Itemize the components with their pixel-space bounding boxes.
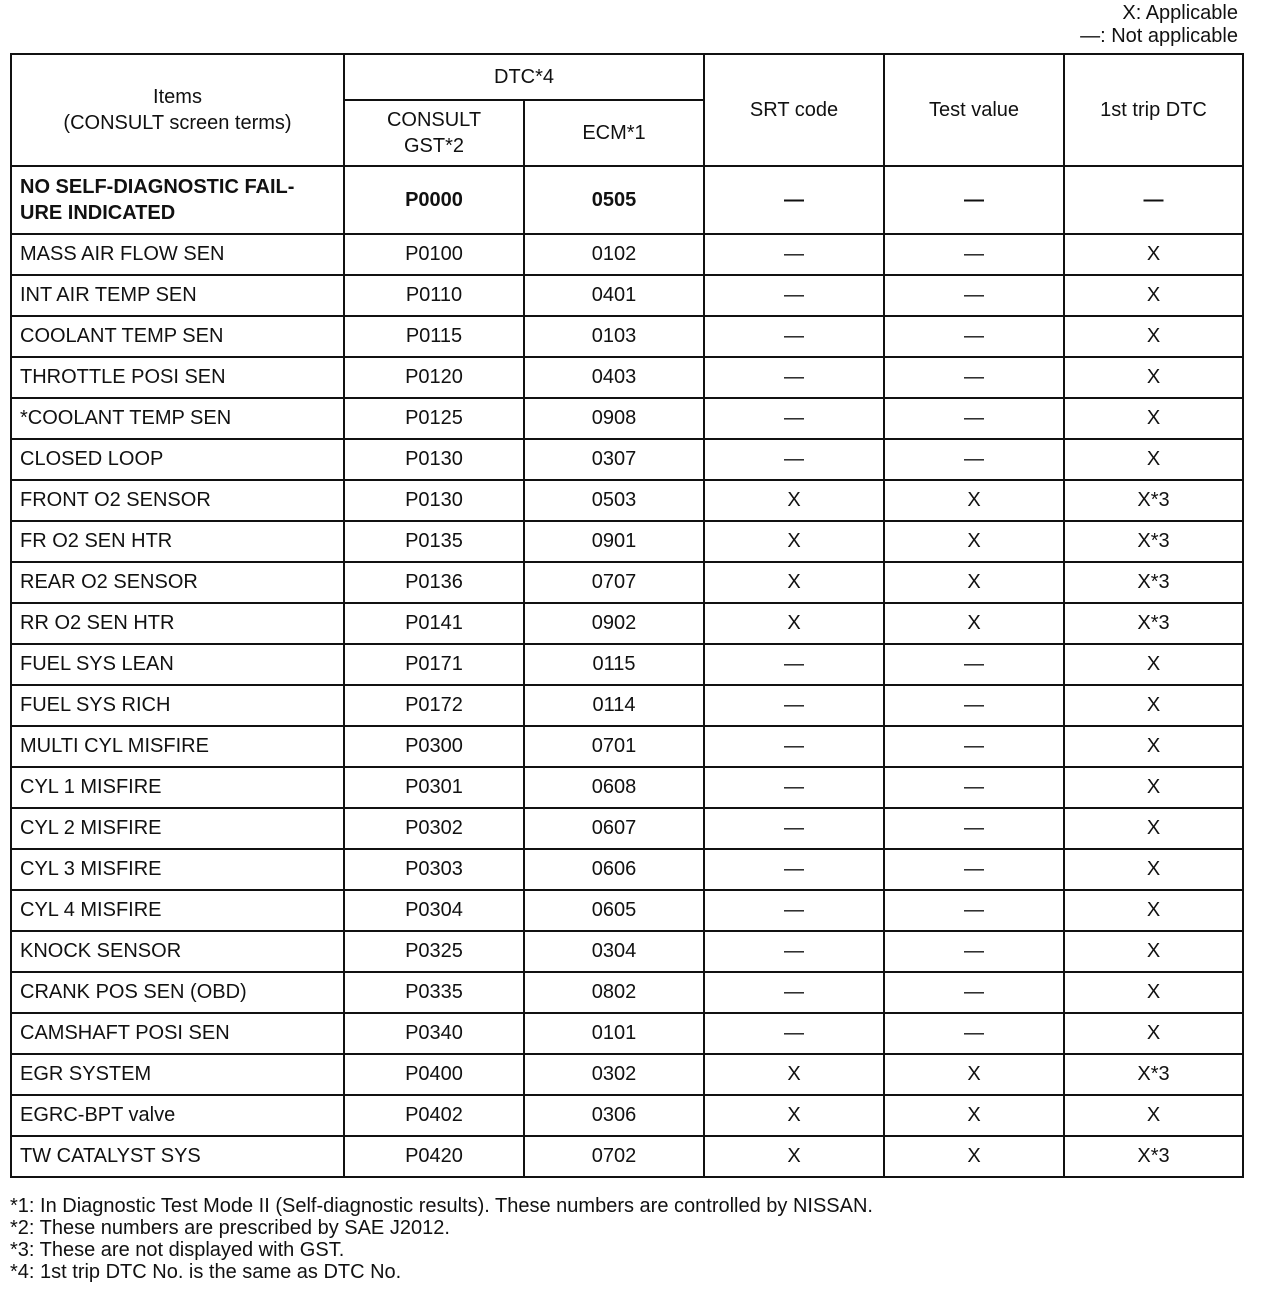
consult-cell: P0301 — [344, 767, 524, 808]
consult-cell: P0135 — [344, 521, 524, 562]
test-value-cell: — — [884, 316, 1064, 357]
item-cell: CYL 1 MISFIRE — [11, 767, 344, 808]
item-cell: FRONT O2 SENSOR — [11, 480, 344, 521]
ecm-cell: 0403 — [524, 357, 704, 398]
table-row — [11, 562, 1243, 603]
first-trip-cell: X — [1064, 767, 1243, 808]
ecm-cell: 0306 — [524, 1095, 704, 1136]
legend-applicable: X: Applicable — [1122, 2, 1238, 24]
ecm-cell: 0607 — [524, 808, 704, 849]
table-row — [11, 685, 1243, 726]
first-trip-cell: X — [1064, 439, 1243, 480]
first-trip-cell: X*3 — [1064, 521, 1243, 562]
first-trip-cell: X — [1064, 685, 1243, 726]
item-cell: RR O2 SEN HTR — [11, 603, 344, 644]
ecm-cell: 0605 — [524, 890, 704, 931]
srt-cell: — — [704, 685, 884, 726]
ecm-cell: 0503 — [524, 480, 704, 521]
consult-cell: P0110 — [344, 275, 524, 316]
item-cell: *COOLANT TEMP SEN — [11, 398, 344, 439]
footnote: *1: In Diagnostic Test Mode II (Self-diagnostic results). These numbers are controlled by NISSAN. — [10, 1195, 873, 1217]
consult-cell: P0115 — [344, 316, 524, 357]
item-cell: CRANK POS SEN (OBD) — [11, 972, 344, 1013]
table-row — [11, 1136, 1243, 1177]
srt-cell: — — [704, 726, 884, 767]
ecm-cell: 0302 — [524, 1054, 704, 1095]
srt-cell: — — [704, 808, 884, 849]
table-row — [11, 480, 1243, 521]
first-trip-cell: X — [1064, 234, 1243, 275]
test-value-cell: — — [884, 275, 1064, 316]
srt-cell: — — [704, 1013, 884, 1054]
consult-cell: P0100 — [344, 234, 524, 275]
test-value-cell: — — [884, 931, 1064, 972]
header-consult-gst: CONSULT GST*2 — [344, 100, 524, 166]
srt-cell: — — [704, 767, 884, 808]
table-row — [11, 644, 1243, 685]
ecm-cell: 0902 — [524, 603, 704, 644]
test-value-cell: — — [884, 166, 1064, 234]
table-body — [11, 166, 1243, 1177]
consult-cell: P0141 — [344, 603, 524, 644]
ecm-cell: 0701 — [524, 726, 704, 767]
item-cell: MASS AIR FLOW SEN — [11, 234, 344, 275]
header-srt-code: SRT code — [704, 54, 884, 166]
item-cell: CAMSHAFT POSI SEN — [11, 1013, 344, 1054]
footnote: *4: 1st trip DTC No. is the same as DTC No. — [10, 1261, 402, 1283]
ecm-cell: 0114 — [524, 685, 704, 726]
item-cell: EGR SYSTEM — [11, 1054, 344, 1095]
header-first-trip-dtc: 1st trip DTC — [1064, 54, 1243, 166]
header-test-value: Test value — [884, 54, 1064, 166]
test-value-cell: — — [884, 1013, 1064, 1054]
first-trip-cell: X — [1064, 808, 1243, 849]
test-value-cell: X — [884, 480, 1064, 521]
srt-cell: X — [704, 1095, 884, 1136]
test-value-cell: — — [884, 726, 1064, 767]
srt-cell: X — [704, 1054, 884, 1095]
test-value-cell: — — [884, 767, 1064, 808]
table-row — [11, 357, 1243, 398]
srt-cell: — — [704, 439, 884, 480]
item-cell: KNOCK SENSOR — [11, 931, 344, 972]
test-value-cell: — — [884, 357, 1064, 398]
srt-cell: — — [704, 644, 884, 685]
first-trip-cell: X*3 — [1064, 1054, 1243, 1095]
first-trip-cell: X — [1064, 275, 1243, 316]
ecm-cell: 0401 — [524, 275, 704, 316]
item-cell: EGRC-BPT valve — [11, 1095, 344, 1136]
ecm-cell: 0103 — [524, 316, 704, 357]
srt-cell: X — [704, 521, 884, 562]
consult-cell: P0120 — [344, 357, 524, 398]
test-value-cell: X — [884, 1136, 1064, 1177]
ecm-cell: 0505 — [524, 166, 704, 234]
first-trip-cell: X — [1064, 726, 1243, 767]
srt-cell: — — [704, 275, 884, 316]
consult-cell: P0130 — [344, 439, 524, 480]
consult-cell: P0171 — [344, 644, 524, 685]
srt-cell: — — [704, 357, 884, 398]
consult-cell: P0300 — [344, 726, 524, 767]
consult-cell: P0125 — [344, 398, 524, 439]
first-trip-cell: X*3 — [1064, 1136, 1243, 1177]
consult-cell: P0302 — [344, 808, 524, 849]
srt-cell: X — [704, 603, 884, 644]
test-value-cell: — — [884, 685, 1064, 726]
first-trip-cell: X*3 — [1064, 480, 1243, 521]
test-value-cell: X — [884, 562, 1064, 603]
consult-cell: P0304 — [344, 890, 524, 931]
ecm-cell: 0101 — [524, 1013, 704, 1054]
table-row — [11, 1013, 1243, 1054]
ecm-cell: 0115 — [524, 644, 704, 685]
consult-cell: P0325 — [344, 931, 524, 972]
first-trip-cell: X — [1064, 1013, 1243, 1054]
item-cell: THROTTLE POSI SEN — [11, 357, 344, 398]
consult-cell: P0172 — [344, 685, 524, 726]
first-trip-cell: X — [1064, 357, 1243, 398]
consult-cell: P0402 — [344, 1095, 524, 1136]
consult-cell: P0340 — [344, 1013, 524, 1054]
consult-cell: P0136 — [344, 562, 524, 603]
ecm-cell: 0802 — [524, 972, 704, 1013]
first-trip-cell: X — [1064, 1095, 1243, 1136]
test-value-cell: X — [884, 1054, 1064, 1095]
srt-cell: — — [704, 890, 884, 931]
table-row — [11, 316, 1243, 357]
first-trip-cell: — — [1064, 166, 1243, 234]
srt-cell: — — [704, 398, 884, 439]
table-row — [11, 767, 1243, 808]
table-row — [11, 521, 1243, 562]
item-cell: CLOSED LOOP — [11, 439, 344, 480]
ecm-cell: 0707 — [524, 562, 704, 603]
table-row — [11, 1054, 1243, 1095]
dtc-table — [10, 53, 1244, 1178]
test-value-cell: — — [884, 808, 1064, 849]
test-value-cell: X — [884, 603, 1064, 644]
header-items: Items (CONSULT screen terms) — [11, 54, 344, 166]
legend-not-applicable: —: Not applicable — [1080, 25, 1238, 47]
ecm-cell: 0102 — [524, 234, 704, 275]
table-row — [11, 931, 1243, 972]
ecm-cell: 0304 — [524, 931, 704, 972]
srt-cell: X — [704, 1136, 884, 1177]
ecm-cell: 0901 — [524, 521, 704, 562]
ecm-cell: 0606 — [524, 849, 704, 890]
item-cell: INT AIR TEMP SEN — [11, 275, 344, 316]
test-value-cell: — — [884, 644, 1064, 685]
test-value-cell: X — [884, 521, 1064, 562]
srt-cell: — — [704, 316, 884, 357]
first-trip-cell: X — [1064, 398, 1243, 439]
test-value-cell: — — [884, 398, 1064, 439]
consult-cell: P0303 — [344, 849, 524, 890]
item-cell: REAR O2 SENSOR — [11, 562, 344, 603]
header-dtc-group: DTC*4 — [344, 54, 704, 100]
srt-cell: — — [704, 972, 884, 1013]
item-cell: FUEL SYS RICH — [11, 685, 344, 726]
first-trip-cell: X — [1064, 316, 1243, 357]
ecm-cell: 0702 — [524, 1136, 704, 1177]
first-trip-cell: X — [1064, 890, 1243, 931]
consult-cell: P0130 — [344, 480, 524, 521]
table-row — [11, 275, 1243, 316]
header-ecm: ECM*1 — [524, 100, 704, 166]
test-value-cell: — — [884, 972, 1064, 1013]
test-value-cell: — — [884, 439, 1064, 480]
item-cell: FR O2 SEN HTR — [11, 521, 344, 562]
footnote: *3: These are not displayed with GST. — [10, 1239, 345, 1261]
first-trip-cell: X — [1064, 849, 1243, 890]
first-trip-cell: X — [1064, 644, 1243, 685]
ecm-cell: 0608 — [524, 767, 704, 808]
item-cell: MULTI CYL MISFIRE — [11, 726, 344, 767]
first-trip-cell: X*3 — [1064, 603, 1243, 644]
item-cell: FUEL SYS LEAN — [11, 644, 344, 685]
srt-cell: — — [704, 234, 884, 275]
table-row — [11, 234, 1243, 275]
srt-cell: X — [704, 562, 884, 603]
footnotes — [10, 1195, 873, 1283]
table-row — [11, 972, 1243, 1013]
test-value-cell: — — [884, 849, 1064, 890]
consult-cell: P0000 — [344, 166, 524, 234]
first-trip-cell: X — [1064, 972, 1243, 1013]
test-value-cell: X — [884, 1095, 1064, 1136]
table-row — [11, 849, 1243, 890]
table-row — [11, 603, 1243, 644]
table-row — [11, 166, 1243, 234]
table-row — [11, 890, 1243, 931]
footnote: *2: These numbers are prescribed by SAE J2012. — [10, 1217, 450, 1239]
ecm-cell: 0307 — [524, 439, 704, 480]
item-cell: COOLANT TEMP SEN — [11, 316, 344, 357]
consult-cell: P0400 — [344, 1054, 524, 1095]
test-value-cell: — — [884, 890, 1064, 931]
legend — [1080, 2, 1238, 48]
test-value-cell: — — [884, 234, 1064, 275]
table-row — [11, 1095, 1243, 1136]
item-cell: CYL 3 MISFIRE — [11, 849, 344, 890]
srt-cell: — — [704, 166, 884, 234]
consult-cell: P0420 — [344, 1136, 524, 1177]
item-cell: TW CATALYST SYS — [11, 1136, 344, 1177]
item-cell: CYL 4 MISFIRE — [11, 890, 344, 931]
first-trip-cell: X — [1064, 931, 1243, 972]
srt-cell: — — [704, 931, 884, 972]
table-row — [11, 726, 1243, 767]
ecm-cell: 0908 — [524, 398, 704, 439]
srt-cell: — — [704, 849, 884, 890]
srt-cell: X — [704, 480, 884, 521]
header-row-1 — [11, 54, 1243, 100]
table-row — [11, 398, 1243, 439]
table-row — [11, 439, 1243, 480]
consult-cell: P0335 — [344, 972, 524, 1013]
item-cell: NO SELF-DIAGNOSTIC FAIL- URE INDICATED — [11, 166, 344, 234]
first-trip-cell: X*3 — [1064, 562, 1243, 603]
table-row — [11, 808, 1243, 849]
item-cell: CYL 2 MISFIRE — [11, 808, 344, 849]
